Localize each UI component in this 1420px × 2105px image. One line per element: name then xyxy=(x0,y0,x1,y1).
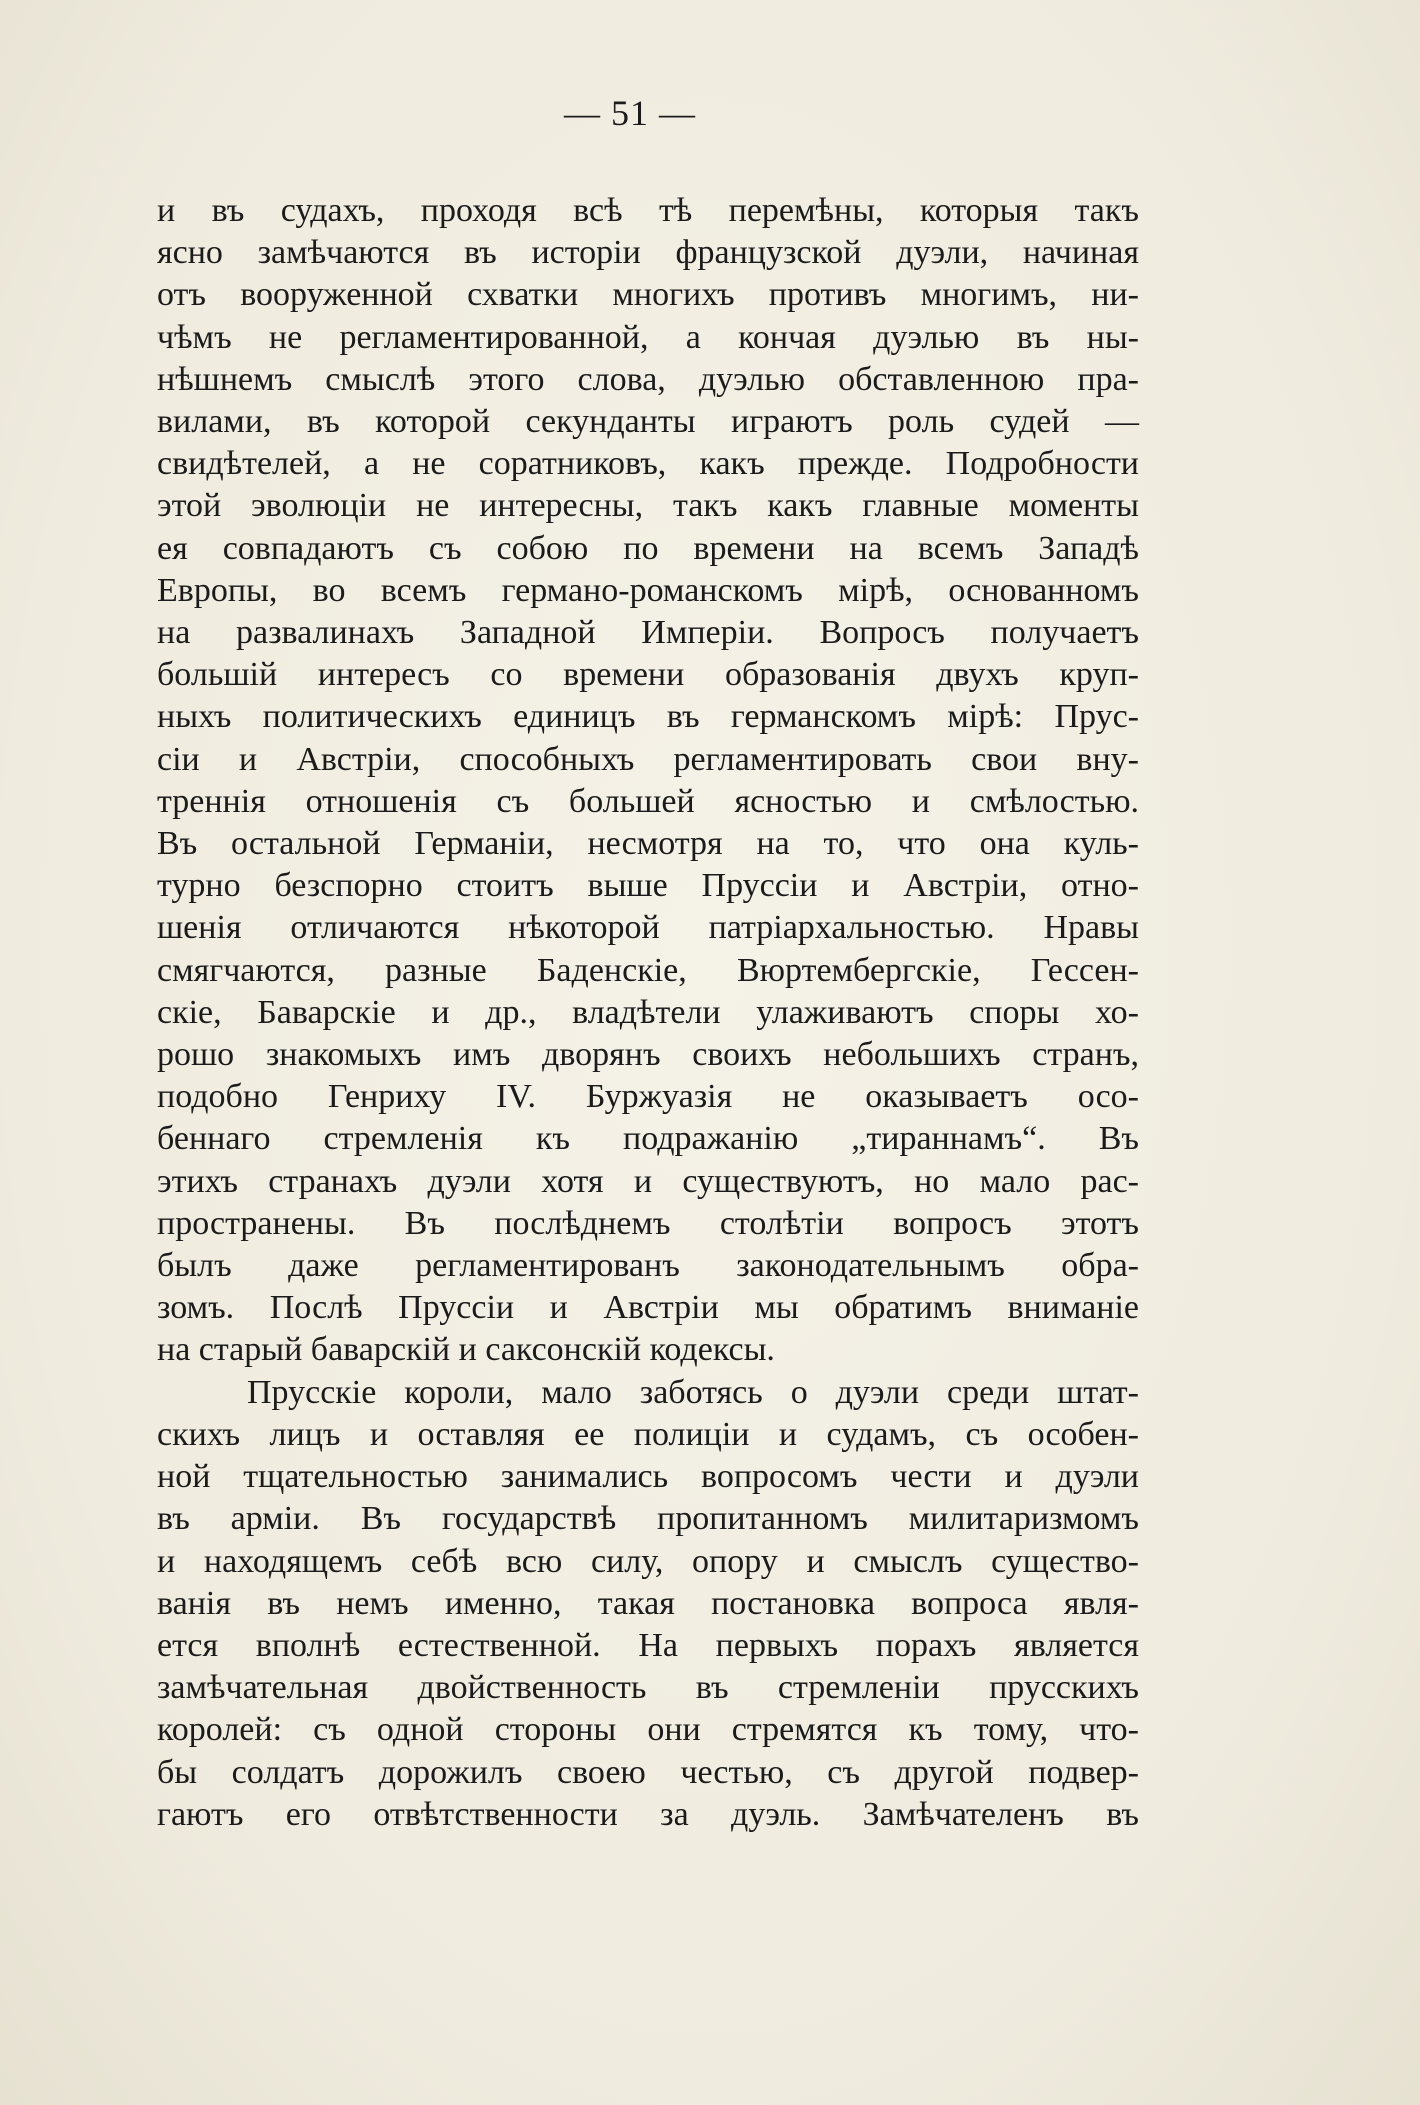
text-line: ясно замѣчаются въ исторіи французской дуэли, начиная xyxy=(157,234,1139,272)
page-number: — 51 — xyxy=(564,93,696,133)
text-line: этихъ странахъ дуэли хотя и существуютъ, но мало рас- xyxy=(157,1162,1139,1200)
text-line: ныхъ политическихъ единицъ въ германскомъ мірѣ: Прус- xyxy=(157,698,1139,736)
text-line: ея совпадаютъ съ собою по времени на всемъ Западѣ xyxy=(157,529,1139,567)
text-line: Прусскіе короли, мало заботясь о дуэли среди штат- xyxy=(247,1373,1139,1411)
text-line: треннія отношенія съ большей ясностью и смѣлостью. xyxy=(157,782,1139,820)
text-line: королей: съ одной стороны они стремятся къ тому, что- xyxy=(157,1711,1139,1749)
paragraph-1 xyxy=(157,190,1139,1372)
text-line: Въ остальной Германіи, несмотря на то, что она куль- xyxy=(157,825,1139,863)
text-line: ной тщательностью занимались вопросомъ чести и дуэли xyxy=(157,1458,1139,1496)
text-line: вилами, въ которой секунданты играютъ роль судей — xyxy=(157,403,1139,441)
text-line: нѣшнемъ смыслѣ этого слова, дуэлью обставленною пра- xyxy=(157,360,1139,398)
text-line: турно безспорно стоитъ выше Пруссіи и Австріи, отно- xyxy=(157,867,1139,905)
text-line: скихъ лицъ и оставляя ее полиціи и судамъ, съ особен- xyxy=(157,1415,1139,1453)
text-line: въ арміи. Въ государствѣ пропитанномъ милитаризмомъ xyxy=(157,1500,1139,1538)
text-line: былъ даже регламентированъ законодательнымъ обра- xyxy=(157,1247,1139,1285)
text-line: пространены. Въ послѣднемъ столѣтіи вопросъ этотъ xyxy=(157,1204,1139,1242)
paragraph-2 xyxy=(157,1372,1139,1836)
text-line: зомъ. Послѣ Пруссіи и Австріи мы обратимъ вниманіе xyxy=(157,1289,1139,1327)
text-line: замѣчательная двойственность въ стремленіи прусскихъ xyxy=(157,1669,1139,1707)
text-line: свидѣтелей, а не соратниковъ, какъ прежде. Подробности xyxy=(157,445,1139,483)
text-line: подобно Генриху IV. Буржуазія не оказываетъ осо- xyxy=(157,1078,1139,1116)
text-line: рошо знакомыхъ имъ дворянъ своихъ небольшихъ странъ, xyxy=(157,1036,1139,1074)
text-line: шенія отличаются нѣкоторой патріархальностью. Нравы xyxy=(157,909,1139,947)
text-line: этой эволюціи не интересны, такъ какъ главные моменты xyxy=(157,487,1139,525)
text-line: беннаго стремленія къ подражанію „тираннамъ“. Въ xyxy=(157,1120,1139,1158)
text-line: смягчаются, разные Баденскіе, Вюртембергскіе, Гессен- xyxy=(157,951,1139,989)
text-line: бы солдатъ дорожилъ своею честью, съ другой подвер- xyxy=(157,1753,1139,1791)
text-line: сіи и Австріи, способныхъ регламентировать свои вну- xyxy=(157,740,1139,778)
text-line: отъ вооруженной схватки многихъ противъ многимъ, ни- xyxy=(157,276,1139,314)
text-line: на развалинахъ Западной Имперіи. Вопросъ получаетъ xyxy=(157,614,1139,652)
text-line: чѣмъ не регламентированной, а кончая дуэлью въ ны- xyxy=(157,318,1139,356)
text-line: и въ судахъ, проходя всѣ тѣ перемѣны, которыя такъ xyxy=(157,192,1139,229)
text-line: большій интересъ со времени образованія двухъ круп- xyxy=(157,656,1139,694)
body-text xyxy=(157,190,1139,1836)
text-line: ванія въ немъ именно, такая постановка вопроса явля- xyxy=(157,1584,1139,1622)
text-line: и находящемъ себѣ всю силу, опору и смыслъ существо- xyxy=(157,1542,1139,1580)
text-line: скіе, Баварскіе и др., владѣтели улаживаютъ споры хо- xyxy=(157,993,1139,1031)
text-line: Европы, во всемъ германо-романскомъ мірѣ, основанномъ xyxy=(157,571,1139,609)
text-line: гаютъ его отвѣтственности за дуэль. Замѣчателенъ въ xyxy=(157,1795,1139,1833)
text-line: ется вполнѣ естественной. На первыхъ порахъ является xyxy=(157,1626,1139,1664)
text-line: на старый баварскій и саксонскій кодексы. xyxy=(157,1331,775,1369)
